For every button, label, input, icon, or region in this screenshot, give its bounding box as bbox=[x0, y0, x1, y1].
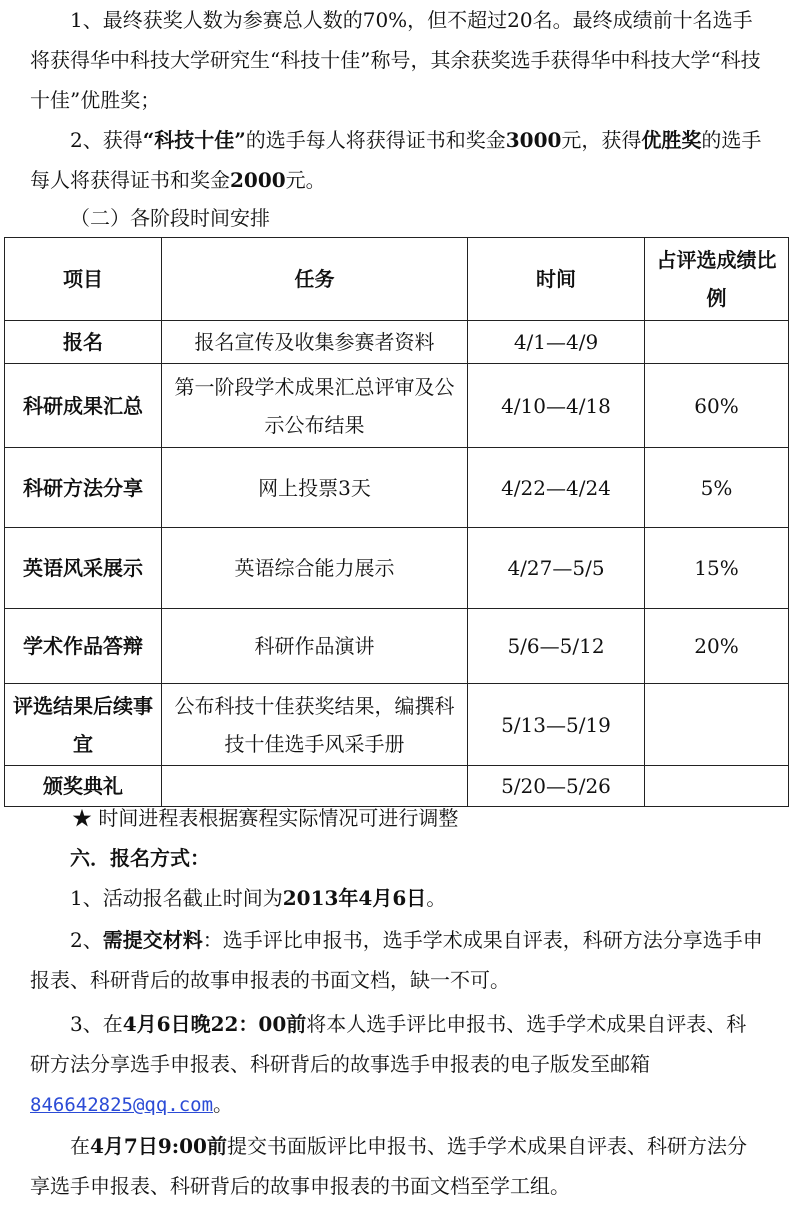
table-row bbox=[5, 448, 789, 528]
table-header-row bbox=[5, 238, 789, 321]
paper-submission-paragraph bbox=[30, 1126, 765, 1206]
cell-time: 4/10—4/18 bbox=[468, 364, 645, 448]
text-run: 3、在 bbox=[70, 1012, 123, 1036]
header-task: 任务 bbox=[162, 238, 468, 321]
cell-project: 报名 bbox=[5, 321, 162, 364]
cell-ratio: 5% bbox=[645, 448, 789, 528]
cell-task: 网上投票3天 bbox=[162, 448, 468, 528]
text-run: 的选手每人将获得证书和奖金 bbox=[245, 128, 506, 152]
table-row bbox=[5, 528, 789, 609]
table-row bbox=[5, 609, 789, 684]
text-run: 2、 bbox=[70, 928, 103, 952]
cell-ratio: 60% bbox=[645, 364, 789, 448]
cell-time: 4/27—5/5 bbox=[468, 528, 645, 609]
schedule-table bbox=[4, 237, 789, 807]
text-run: 的选手每人将获得证书和奖金 bbox=[30, 128, 762, 192]
text-run: 2、获得 bbox=[70, 128, 143, 152]
text-run-bold: 3000 bbox=[505, 128, 562, 152]
registration-section-title: 六．报名方式： bbox=[70, 846, 210, 870]
prize-money-paragraph bbox=[30, 120, 765, 200]
text-run-bold: 需提交材料 bbox=[102, 928, 203, 952]
text-run-bold: 2000 bbox=[230, 168, 286, 192]
deadline-paragraph bbox=[30, 878, 765, 918]
text-run: ：选手评比申报书，选手学术成果自评表，科研方法分享选手申报表、科研背后的故事申报表的书面文档，缺一不可。 bbox=[30, 928, 763, 992]
text-run: 。 bbox=[426, 886, 447, 910]
cell-task: 报名宣传及收集参赛者资料 bbox=[162, 321, 468, 364]
cell-project: 颁奖典礼 bbox=[5, 766, 162, 807]
text-run: 将本人选手评比申报书、选手学术成果自评表、科研方法分享选手申报表、科研背后的故事选手申报表的电子版发至邮箱 bbox=[30, 1012, 747, 1076]
text-run: 。 bbox=[213, 1092, 234, 1116]
table-row bbox=[5, 684, 789, 766]
cell-project: 科研成果汇总 bbox=[5, 364, 162, 448]
header-ratio: 占评选成绩比例 bbox=[645, 238, 789, 321]
cell-time: 5/6—5/12 bbox=[468, 609, 645, 684]
cell-task: 科研作品演讲 bbox=[162, 609, 468, 684]
cell-time: 5/20—5/26 bbox=[468, 766, 645, 807]
email-link[interactable]: 846642825@qq.com bbox=[30, 1094, 214, 1116]
text-run: 在 bbox=[70, 1134, 90, 1158]
table-row bbox=[5, 364, 789, 448]
schedule-section-title: （二）各阶段时间安排 bbox=[70, 206, 270, 230]
schedule-adjust-note: ★ 时间进程表根据赛程实际情况可进行调整 bbox=[72, 806, 459, 830]
cell-ratio bbox=[645, 321, 789, 364]
electronic-submission-paragraph bbox=[30, 1004, 765, 1125]
cell-time: 5/13—5/19 bbox=[468, 684, 645, 766]
header-project: 项目 bbox=[5, 238, 162, 321]
award-ratio-paragraph: 1、最终获奖人数为参赛总人数的70%，但不超过20名。最终成绩前十名选手将获得华中科技大学研究生“科技十佳”称号，其余获奖选手获得华中科技大学“科技十佳”优胜奖； bbox=[30, 8, 761, 112]
text-run: 元，获得 bbox=[561, 128, 642, 152]
cell-task: 公布科技十佳获奖结果，编撰科技十佳选手风采手册 bbox=[162, 684, 468, 766]
header-time: 时间 bbox=[468, 238, 645, 321]
text-run: 提交书面版评比申报书、选手学术成果自评表、科研方法分享选手申报表、科研背后的故事申报表的书面文档至学工组。 bbox=[30, 1134, 747, 1198]
text-run-bold: 2013年4月6日 bbox=[282, 886, 427, 910]
text-run-bold: 4月6日晚22：00前 bbox=[122, 1012, 307, 1036]
cell-time: 4/22—4/24 bbox=[468, 448, 645, 528]
table-row bbox=[5, 321, 789, 364]
cell-project: 科研方法分享 bbox=[5, 448, 162, 528]
cell-time: 4/1—4/9 bbox=[468, 321, 645, 364]
cell-project: 评选结果后续事宜 bbox=[5, 684, 162, 766]
text-run-bold: “科技十佳” bbox=[142, 128, 246, 152]
materials-paragraph bbox=[30, 920, 765, 1000]
text-run-bold: 优胜奖 bbox=[641, 128, 702, 152]
cell-ratio bbox=[645, 684, 789, 766]
text-run: 元。 bbox=[285, 168, 326, 192]
cell-ratio: 20% bbox=[645, 609, 789, 684]
cell-project: 英语风采展示 bbox=[5, 528, 162, 609]
cell-project: 学术作品答辩 bbox=[5, 609, 162, 684]
cell-ratio: 15% bbox=[645, 528, 789, 609]
text-run: 1、活动报名截止时间为 bbox=[70, 886, 283, 910]
text-run-bold: 4月7日9:00前 bbox=[90, 1134, 227, 1158]
cell-task: 第一阶段学术成果汇总评审及公示公布结果 bbox=[162, 364, 468, 448]
cell-task: 英语综合能力展示 bbox=[162, 528, 468, 609]
